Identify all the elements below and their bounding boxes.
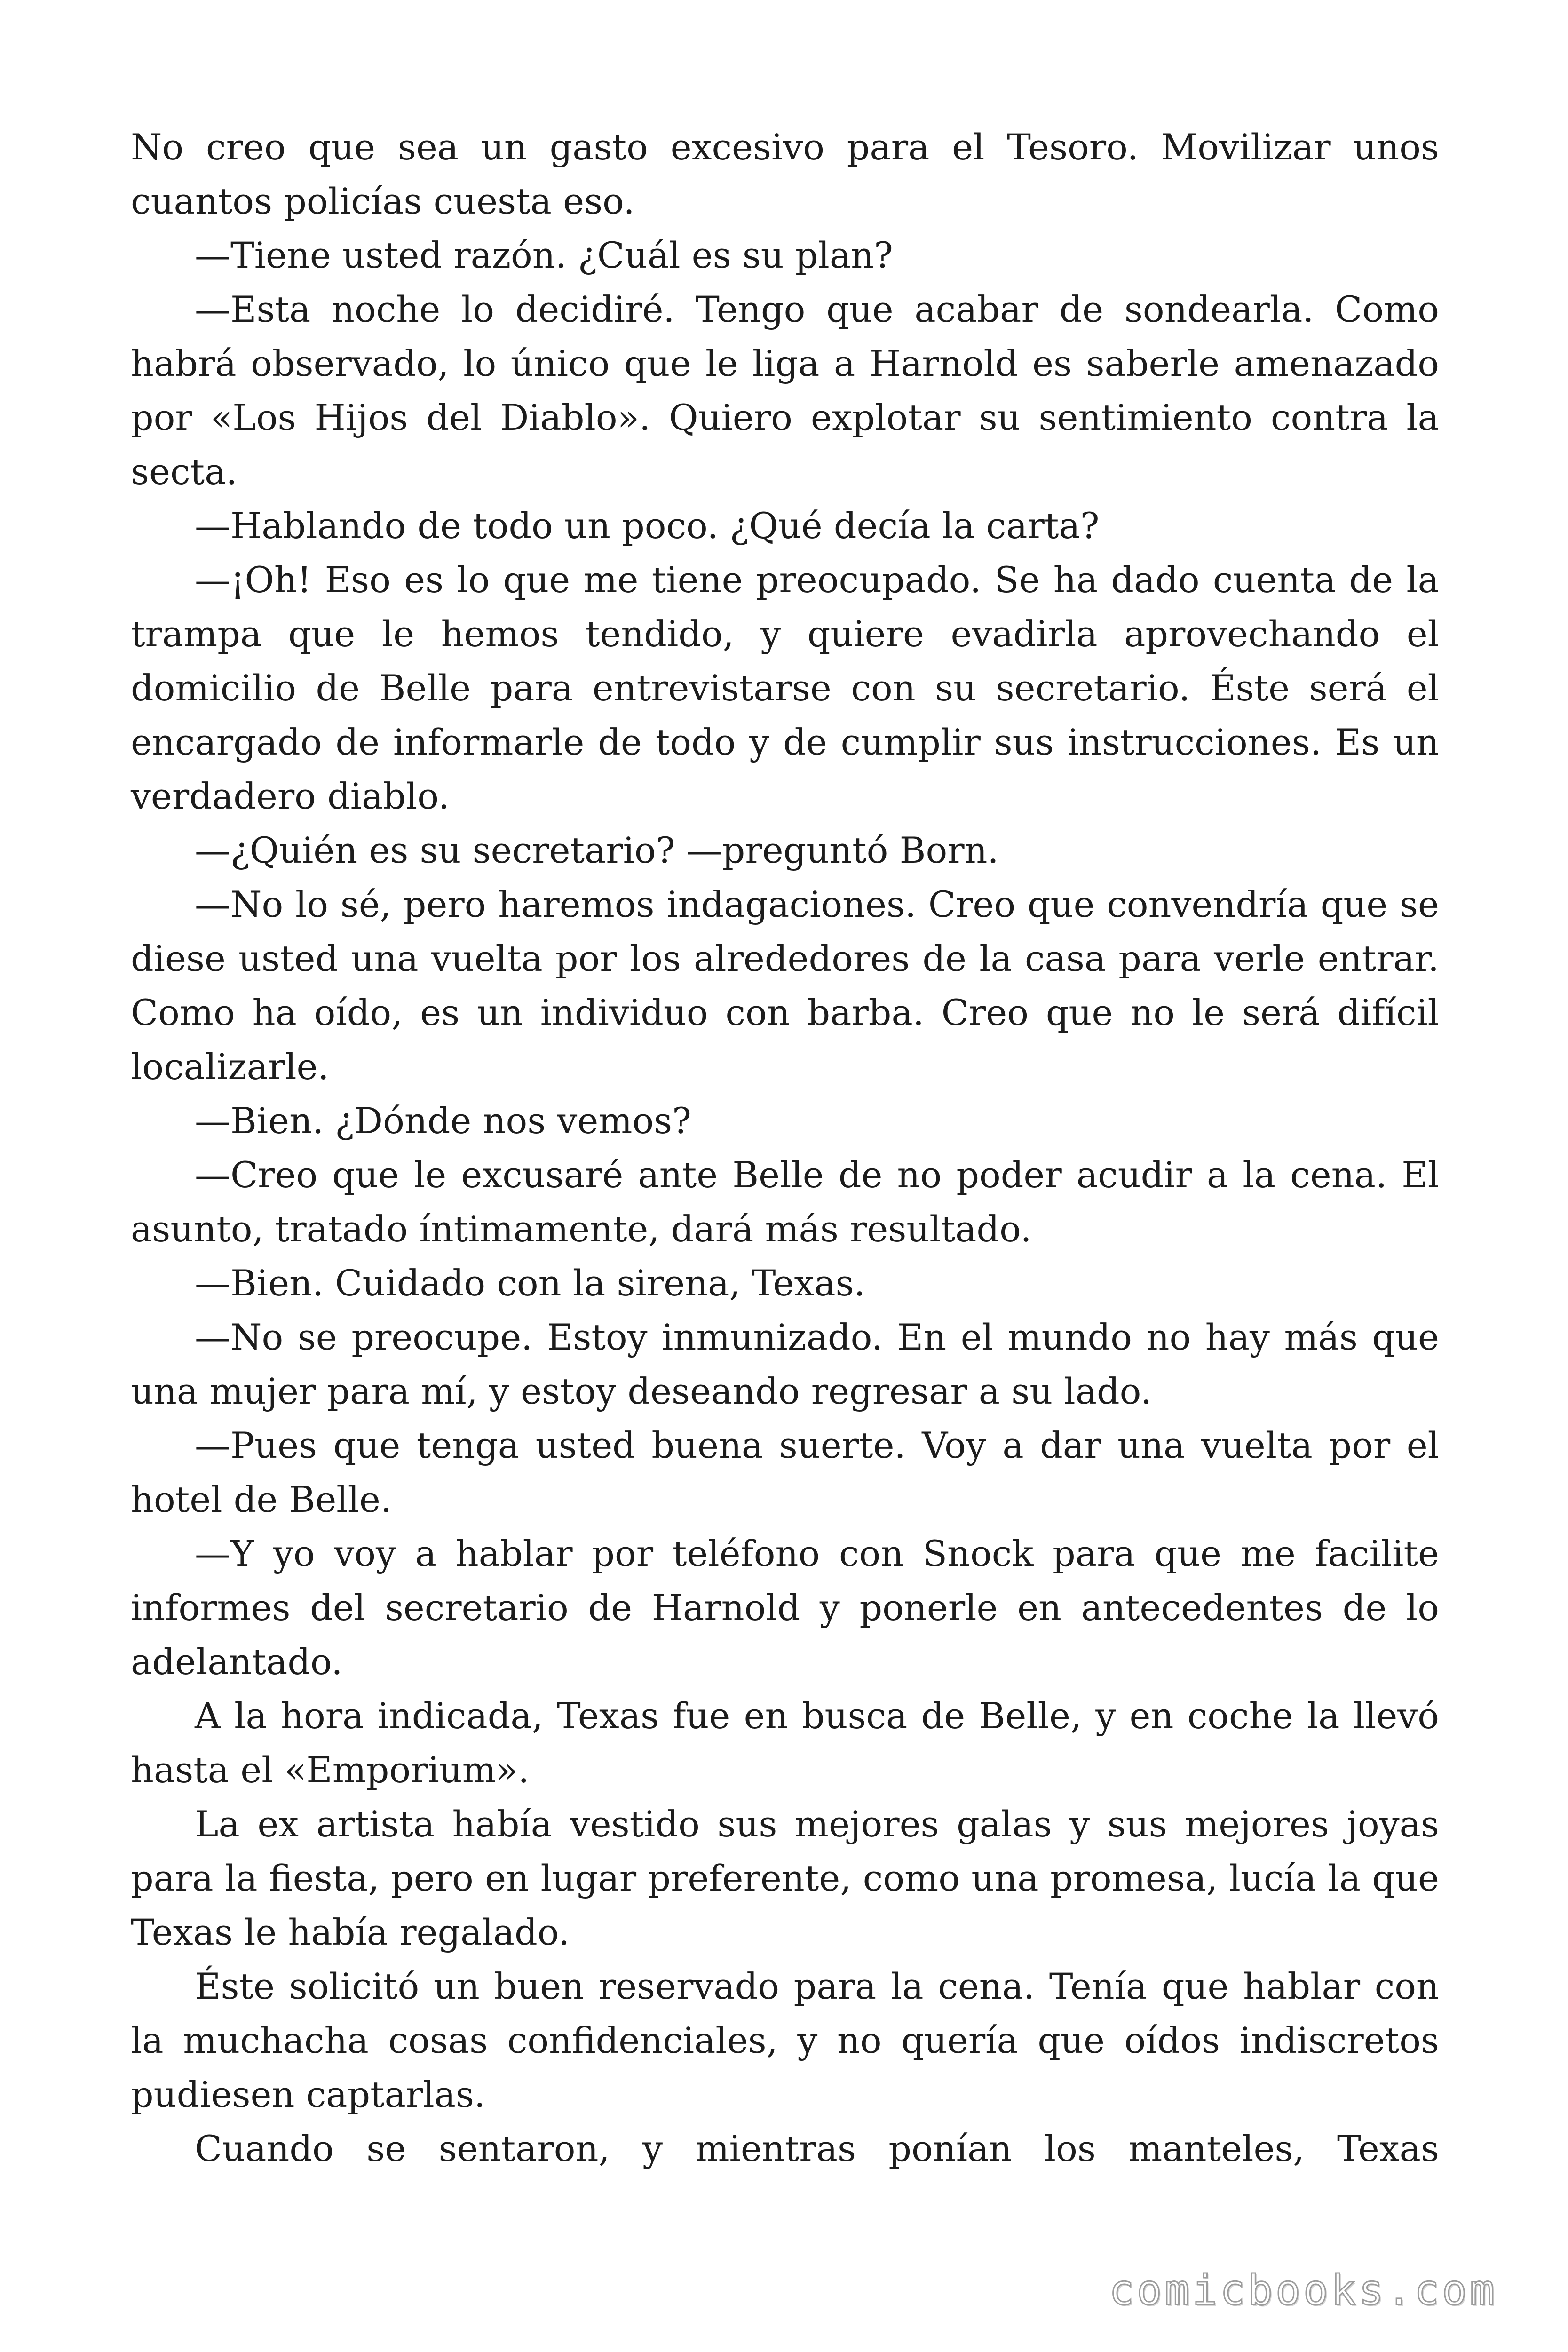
paragraph-16: Éste solicitó un buen reservado para la cena. Tenía que hablar con la muchacha cosas confidenciales, y no quería que oídos indiscretos pudiesen captarlas. <box>131 1965 1439 2115</box>
paragraph-12: —Pues que tenga usted buena suerte. Voy a dar una vuelta por el hotel de Belle. <box>131 1424 1439 1520</box>
watermark: comicbooks.com <box>1109 2266 1497 2314</box>
paragraph-13: —Y yo voy a hablar por teléfono con Snock para que me facilite informes del secretario de Harnold y ponerle en antecedentes de lo adelantado. <box>131 1533 1439 1683</box>
paragraph-2: —Tiene usted razón. ¿Cuál es su plan? <box>195 234 893 276</box>
paragraph-14: A la hora indicada, Texas fue en busca de Belle, y en coche la llevó hasta el «Emporium». <box>131 1695 1439 1791</box>
paragraph-10: —Bien. Cuidado con la sirena, Texas. <box>195 1262 865 1304</box>
paragraph-1: No creo que sea un gasto excesivo para el Tesoro. Movilizar unos cuantos policías cuesta eso. <box>131 126 1439 222</box>
paragraph-8: —Bien. ¿Dónde nos vemos? <box>195 1100 691 1142</box>
paragraph-3: —Esta noche lo decidiré. Tengo que acabar de sondearla. Como habrá observado, lo único que le liga a Harnold es saberle amenazado por «Los Hijos del Diablo». Quiero explotar su sentimiento contra la secta. <box>131 288 1439 493</box>
paragraph-6: —¿Quién es su secretario? —preguntó Born. <box>195 829 999 871</box>
paragraph-7: —No lo sé, pero haremos indagaciones. Creo que convendría que se diese usted una vuelta por los alrededores de la casa para verle entrar. Como ha oído, es un individuo con barba. Creo que no le será difícil localizarle. <box>131 883 1439 1088</box>
paragraph-17: Cuando se sentaron, y mientras ponían los manteles, Texas <box>195 2128 1439 2169</box>
paragraph-5: —¡Oh! Eso es lo que me tiene preocupado. Se ha dado cuenta de la trampa que le hemos tendido, y quiere evadirla aprovechando el domicilio de Belle para entrevistarse con su secretario. Éste será el encargado de informarle de todo y de cumplir sus instrucciones. Es un verdadero diablo. <box>131 559 1439 817</box>
paragraph-11: —No se preocupe. Estoy inmunizado. En el mundo no hay más que una mujer para mí, y estoy deseando regresar a su lado. <box>131 1316 1439 1412</box>
paragraph-15: La ex artista había vestido sus mejores galas y sus mejores joyas para la fiesta, pero en lugar preferente, como una promesa, lucía la que Texas le había regalado. <box>131 1803 1439 1953</box>
book-page <box>131 120 1439 2176</box>
paragraph-4: —Hablando de todo un poco. ¿Qué decía la carta? <box>195 505 1100 547</box>
paragraph-9: —Creo que le excusaré ante Belle de no poder acudir a la cena. El asunto, tratado íntimamente, dará más resultado. <box>131 1154 1439 1250</box>
